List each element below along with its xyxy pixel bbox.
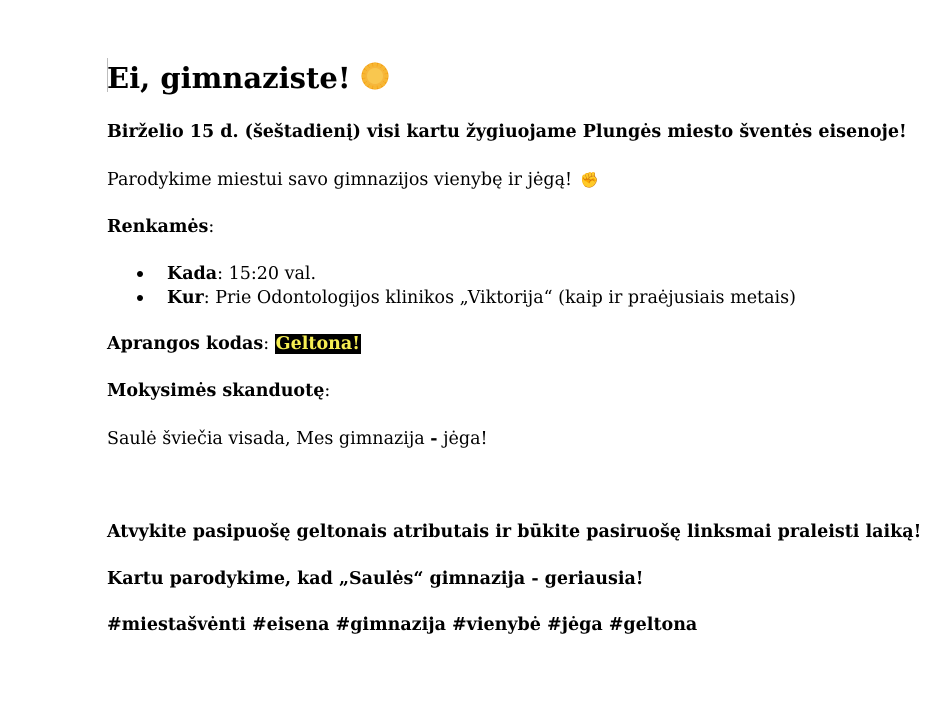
raised-fist-icon: ✊ bbox=[580, 171, 599, 189]
chant-label: Mokysimės skanduotę bbox=[107, 381, 325, 401]
chant-dash: - bbox=[430, 429, 438, 449]
dress-code-value: Geltona! bbox=[275, 334, 360, 354]
list-item-where bbox=[167, 286, 796, 310]
list-item-when bbox=[167, 262, 316, 286]
document-title bbox=[107, 60, 389, 96]
list-item-key: Kur bbox=[167, 288, 204, 308]
invite-line bbox=[107, 168, 599, 192]
list-item-key: Kada bbox=[167, 264, 218, 284]
hashtags: #miestašvėnti #eisena #gimnazija #vienybė #jėga #geltona bbox=[107, 615, 698, 635]
bullet-icon bbox=[137, 271, 143, 277]
bullet-icon bbox=[137, 295, 143, 301]
list-item-value: : 15:20 val. bbox=[217, 264, 317, 284]
gathering-colon: : bbox=[208, 217, 215, 237]
dress-code-label: Aprangos kodas bbox=[107, 334, 264, 354]
dress-code-colon: : bbox=[263, 334, 275, 354]
chant-text-a: Saulė šviečia visada, Mes gimnazija bbox=[107, 429, 431, 449]
dress-code-line bbox=[107, 332, 361, 356]
closing-line-1: Atvykite pasipuošę geltonais atributais ir būkite pasiruošę linksmai praleisti laiką! bbox=[107, 522, 922, 542]
gathering-heading bbox=[107, 215, 214, 239]
chant-colon: : bbox=[324, 381, 331, 401]
closing-line-2: Kartu parodykime, kad „Saulės“ gimnazija - geriausia! bbox=[107, 569, 644, 589]
invite-text: Parodykime miestui savo gimnazijos vienybę ir jėgą! bbox=[107, 170, 573, 190]
chant-text-b: jėga! bbox=[437, 429, 488, 449]
title-text: Ei, gimnaziste! bbox=[107, 61, 351, 95]
gathering-label: Renkamės bbox=[107, 217, 209, 237]
sun-emoji-icon bbox=[361, 62, 389, 90]
chant-text bbox=[107, 427, 488, 451]
list-item-value: : Prie Odontologijos klinikos „Viktorija“ (kaip ir praėjusiais metais) bbox=[203, 288, 796, 308]
announcement-text: Birželio 15 d. (šeštadienį) visi kartu žygiuojame Plungės miesto šventės eisenoje! bbox=[107, 122, 907, 142]
chant-heading bbox=[107, 379, 330, 403]
